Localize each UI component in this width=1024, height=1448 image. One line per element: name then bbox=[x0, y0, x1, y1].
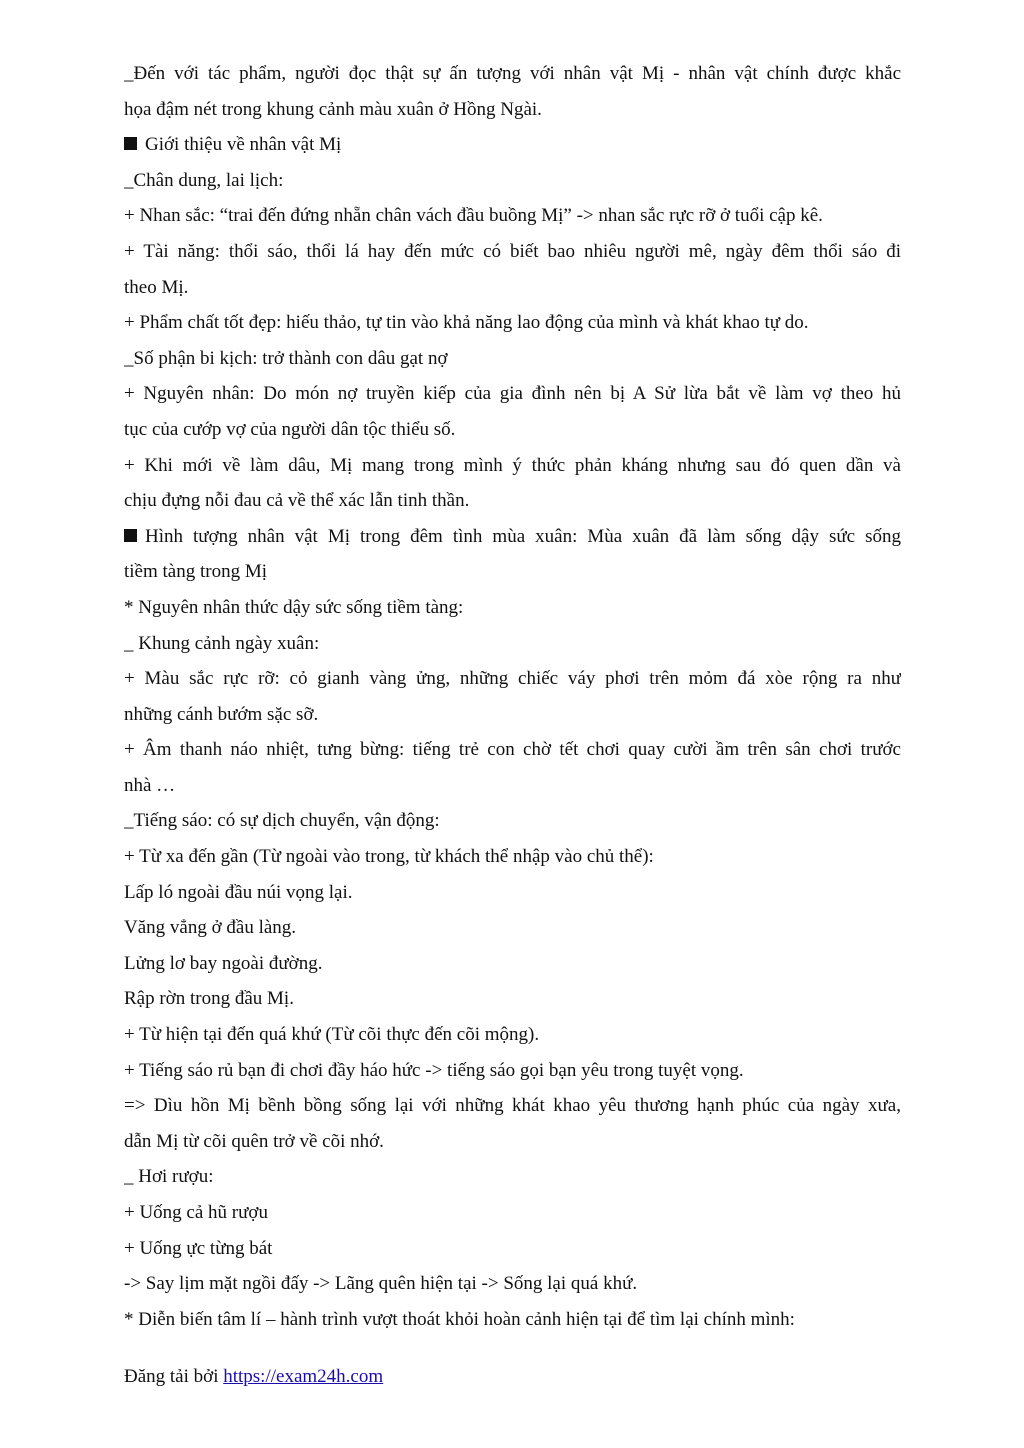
verse-line: Lửng lơ bay ngoài đường. bbox=[124, 952, 323, 974]
verse-line: Rập rờn trong đầu Mị. bbox=[124, 988, 294, 1010]
page-footer bbox=[124, 1362, 383, 1392]
text-line: + Từ xa đến gần (Từ ngoài vào trong, từ khách thể nhập vào chủ thể): bbox=[124, 846, 654, 868]
text-line: họa đậm nét trong khung cảnh màu xuân ở Hồng Ngài. bbox=[124, 98, 542, 120]
text-line: dẫn Mị từ cõi quên trở về cõi nhớ. bbox=[124, 1130, 384, 1152]
verse-line: Văng vẳng ở đầu làng. bbox=[124, 917, 297, 939]
section-heading bbox=[124, 519, 901, 555]
text-line: + Nhan sắc: “trai đến đứng nhẵn chân vách đầu buồng Mị” -> nhan sắc rực rỡ ở tuổi cập kê. bbox=[124, 205, 823, 227]
square-bullet-icon bbox=[124, 529, 137, 542]
text-line: _ Khung cảnh ngày xuân: bbox=[124, 632, 320, 654]
text-line: _Tiếng sáo: có sự dịch chuyển, vận động: bbox=[124, 810, 440, 832]
text-line: _ Hơi rượu: bbox=[124, 1166, 214, 1188]
text-line: + Phẩm chất tốt đẹp: hiếu thảo, tự tin vào khả năng lao động của mình và khát khao tự do. bbox=[124, 312, 809, 334]
text-line: + Nguyên nhân: Do món nợ truyền kiếp của gia đình nên bị A Sử lừa bắt về làm vợ theo hủ bbox=[124, 383, 901, 405]
verse-line: Lấp ló ngoài đầu núi vọng lại. bbox=[124, 881, 353, 903]
text-line: + Tài năng: thổi sáo, thổi lá hay đến mức có biết bao nhiêu người mê, ngày đêm thổi sáo đi bbox=[124, 240, 901, 262]
text-line: những cánh bướm sặc sỡ. bbox=[124, 703, 319, 725]
square-bullet-icon bbox=[124, 137, 137, 150]
text-line: + Âm thanh náo nhiệt, tưng bừng: tiếng trẻ con chờ tết chơi quay cười ầm trên sân chơi trước bbox=[124, 739, 901, 761]
heading-text: Hình tượng nhân vật Mị trong đêm tình mùa xuân: Mùa xuân đã làm sống dậy sức sống bbox=[145, 525, 901, 547]
text-line: + Tiếng sáo rủ bạn đi chơi đầy háo hức -> tiếng sáo gọi bạn yêu trong tuyệt vọng. bbox=[124, 1059, 744, 1081]
document-body bbox=[124, 56, 901, 1337]
heading-text: Giới thiệu về nhân vật Mị bbox=[145, 134, 342, 156]
text-line: => Dìu hồn Mị bềnh bồng sống lại với những khát khao yêu thương hạnh phúc của ngày xưa, bbox=[124, 1095, 901, 1117]
text-line: _Đến với tác phẩm, người đọc thật sự ấn tượng với nhân vật Mị - nhân vật chính được khắc bbox=[124, 63, 901, 84]
text-line: + Uống ực từng bát bbox=[124, 1237, 273, 1259]
text-line: _Số phận bi kịch: trở thành con dâu gạt nợ bbox=[124, 347, 448, 369]
text-line: tục của cướp vợ của người dân tộc thiểu số. bbox=[124, 418, 456, 440]
text-line: nhà … bbox=[124, 774, 176, 796]
text-line: * Nguyên nhân thức dậy sức sống tiềm tàng: bbox=[124, 596, 464, 618]
text-line: + Màu sắc rực rỡ: cỏ gianh vàng ửng, những chiếc váy phơi trên mỏm đá xòe rộng ra như bbox=[124, 668, 901, 690]
text-line: _Chân dung, lai lịch: bbox=[124, 169, 284, 191]
section-heading bbox=[124, 127, 901, 163]
text-line: * Diễn biến tâm lí – hành trình vượt thoát khỏi hoàn cảnh hiện tại để tìm lại chính mình: bbox=[124, 1308, 795, 1330]
footer-link[interactable]: https://exam24h.com bbox=[223, 1366, 384, 1387]
text-line: theo Mị. bbox=[124, 276, 189, 298]
text-line: tiềm tàng trong Mị bbox=[124, 561, 268, 583]
text-line: + Từ hiện tại đến quá khứ (Từ cõi thực đến cõi mộng). bbox=[124, 1024, 540, 1046]
footer-prefix: Đăng tải bởi bbox=[124, 1366, 224, 1387]
text-line: + Uống cả hũ rượu bbox=[124, 1202, 268, 1223]
text-line: + Khi mới về làm dâu, Mị mang trong mình ý thức phản kháng nhưng sau đó quen dần và bbox=[124, 454, 901, 476]
text-line: chịu đựng nỗi đau cả về thể xác lẫn tinh thần. bbox=[124, 490, 470, 512]
text-line: -> Say lịm mặt ngồi đấy -> Lãng quên hiện tại -> Sống lại quá khứ. bbox=[124, 1273, 638, 1295]
